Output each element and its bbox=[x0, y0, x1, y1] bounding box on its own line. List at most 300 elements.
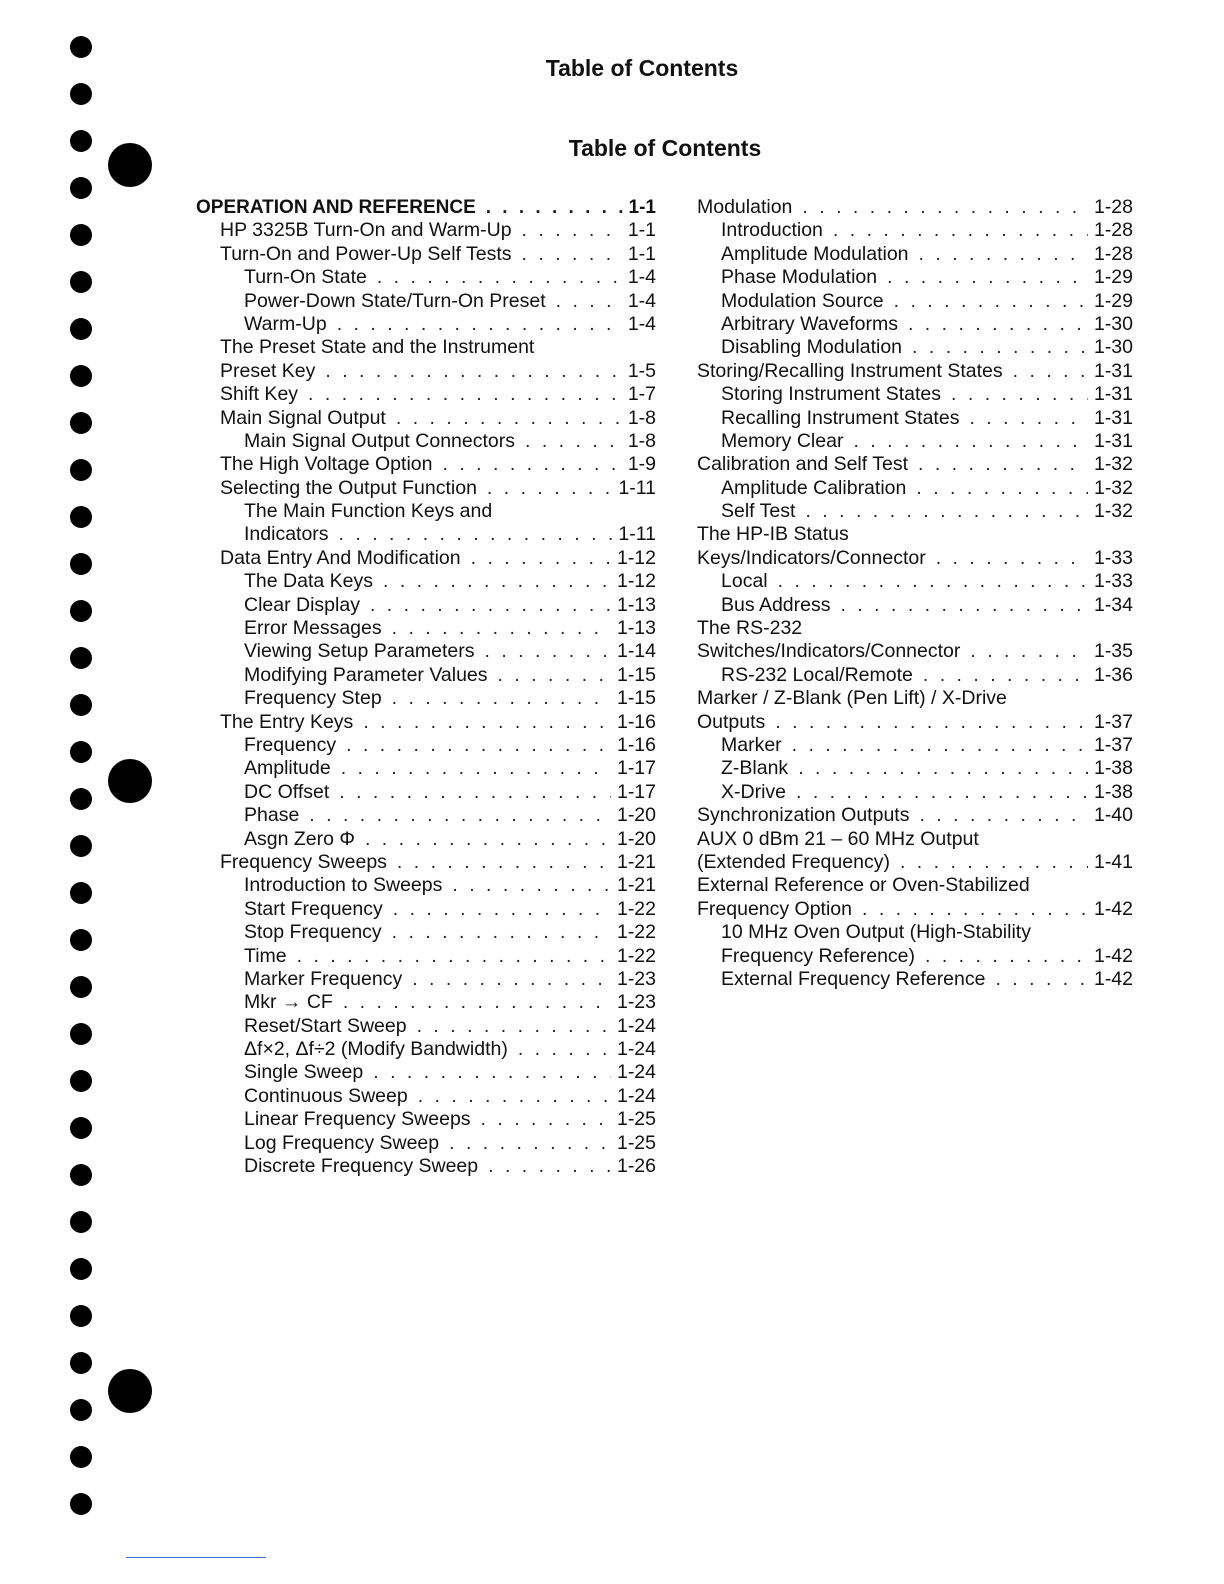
toc-entry[interactable] bbox=[196, 1155, 656, 1178]
toc-entry-page: 1-31 bbox=[1093, 383, 1133, 406]
toc-leader-dots bbox=[481, 1108, 611, 1131]
toc-entry-page: 1-24 bbox=[616, 1061, 656, 1084]
toc-entry-page: 1-4 bbox=[627, 266, 656, 289]
toc-leader-dots bbox=[1013, 360, 1088, 383]
binder-hole bbox=[70, 506, 92, 528]
toc-entry-page: 1-38 bbox=[1093, 757, 1133, 780]
section-title: Table of Contents bbox=[568, 135, 762, 161]
toc-leader-dots bbox=[325, 360, 621, 383]
toc-entry-page: 1-22 bbox=[616, 921, 656, 944]
toc-entry-title: Introduction bbox=[721, 219, 823, 242]
toc-entry-page: 1-8 bbox=[627, 406, 656, 429]
toc-leader-dots bbox=[556, 290, 622, 313]
toc-leader-dots bbox=[498, 664, 611, 687]
toc-entry-page: 1-31 bbox=[1093, 406, 1133, 429]
binder-hole bbox=[70, 647, 92, 669]
binder-hole bbox=[70, 882, 92, 904]
toc-entry-title: The RS-232 bbox=[697, 617, 803, 640]
binder-hole bbox=[70, 741, 92, 763]
toc-leader-dots bbox=[919, 243, 1088, 266]
toc-leader-dots bbox=[343, 991, 611, 1014]
toc-entry-title: The HP-IB Status bbox=[697, 523, 849, 546]
toc-entry[interactable] bbox=[196, 781, 656, 804]
toc-entry[interactable] bbox=[196, 594, 656, 617]
toc-entry[interactable] bbox=[196, 430, 656, 453]
binder-hole bbox=[70, 1211, 92, 1233]
toc-entry[interactable] bbox=[697, 687, 1133, 710]
toc-entry-page: 1-32 bbox=[1093, 500, 1133, 523]
toc-entry[interactable] bbox=[697, 313, 1133, 336]
toc-entry-title: External Reference or Oven-Stabilized bbox=[697, 874, 1030, 897]
toc-leader-dots bbox=[805, 500, 1088, 523]
toc-leader-dots bbox=[488, 1155, 611, 1178]
toc-entry[interactable] bbox=[196, 266, 656, 289]
toc-entry-title: Arbitrary Waveforms bbox=[721, 312, 898, 335]
toc-entry-page: 1-24 bbox=[616, 1038, 656, 1061]
toc-entry-page: 1-30 bbox=[1093, 312, 1133, 335]
toc-entry-title: HP 3325B Turn-On and Warm-Up bbox=[220, 219, 512, 242]
toc-leader-dots bbox=[775, 711, 1088, 734]
toc-entry[interactable] bbox=[196, 1085, 656, 1108]
toc-entry-title: Phase bbox=[244, 804, 300, 827]
toc-leader-dots bbox=[916, 477, 1088, 500]
toc-entry[interactable] bbox=[196, 1132, 656, 1155]
toc-leader-dots bbox=[969, 407, 1088, 430]
binder-hole bbox=[70, 835, 92, 857]
toc-leader-dots bbox=[383, 570, 611, 593]
toc-leader-dots bbox=[396, 407, 622, 430]
toc-entry[interactable] bbox=[697, 336, 1133, 359]
toc-entry-page: 1-16 bbox=[616, 733, 656, 756]
toc-entry-title: Local bbox=[721, 570, 768, 593]
toc-entry-page: 1-36 bbox=[1093, 663, 1133, 686]
toc-entry-page: 1-7 bbox=[627, 383, 656, 406]
toc-leader-dots bbox=[363, 711, 611, 734]
toc-entry-title: Continuous Sweep bbox=[244, 1084, 408, 1107]
toc-leader-dots bbox=[951, 383, 1088, 406]
binder-hole bbox=[70, 600, 92, 622]
toc-entry-title: DC Offset bbox=[244, 780, 330, 803]
toc-entry-title: RS-232 Local/Remote bbox=[721, 663, 913, 686]
toc-leader-dots bbox=[373, 1061, 611, 1084]
toc-entry-title: OPERATION AND REFERENCE bbox=[196, 197, 476, 218]
toc-entry-title: Frequency Sweeps bbox=[220, 850, 387, 873]
toc-leader-dots bbox=[418, 1085, 611, 1108]
page-header-title: Table of Contents bbox=[545, 55, 739, 81]
binder-hole bbox=[70, 1117, 92, 1139]
toc-entry-page: 1-32 bbox=[1093, 453, 1133, 476]
toc-entry[interactable] bbox=[697, 945, 1133, 968]
toc-entry-page: 1-42 bbox=[1093, 897, 1133, 920]
toc-entry-page: 1-29 bbox=[1093, 266, 1133, 289]
toc-entry[interactable] bbox=[196, 968, 656, 991]
toc-entry-page: 1-13 bbox=[616, 617, 656, 640]
toc-entry-page: 1-21 bbox=[616, 874, 656, 897]
toc-entry-page: 1-11 bbox=[618, 476, 656, 499]
toc-entry-page: 1-33 bbox=[1093, 570, 1133, 593]
toc-entry-page: 1-4 bbox=[627, 312, 656, 335]
toc-entry[interactable] bbox=[196, 757, 656, 780]
toc-entry-title: The Main Function Keys and bbox=[244, 500, 493, 523]
toc-leader-dots bbox=[887, 266, 1088, 289]
toc-entry-title: Recalling Instrument States bbox=[721, 406, 960, 429]
toc-entry-title: Turn-On and Power-Up Self Tests bbox=[220, 242, 512, 265]
toc-entry-page: 1-9 bbox=[627, 453, 656, 476]
toc-entry-title: Switches/Indicators/Connector bbox=[697, 640, 961, 663]
toc-entry-page: 1-21 bbox=[616, 850, 656, 873]
binder-hole bbox=[70, 1070, 92, 1092]
binder-hole bbox=[70, 788, 92, 810]
toc-entry[interactable] bbox=[196, 921, 656, 944]
toc-leader-dots bbox=[377, 266, 622, 289]
toc-entry[interactable] bbox=[697, 734, 1133, 757]
binder-hole bbox=[70, 83, 92, 105]
toc-entry-title: Disabling Modulation bbox=[721, 336, 903, 359]
toc-entry[interactable] bbox=[196, 711, 656, 734]
toc-entry[interactable] bbox=[196, 313, 656, 336]
toc-entry-title: Turn-On State bbox=[244, 266, 367, 289]
toc-entry[interactable] bbox=[697, 196, 1133, 219]
toc-entry[interactable] bbox=[697, 664, 1133, 687]
toc-entry[interactable] bbox=[196, 1108, 656, 1131]
toc-entry-title: Indicators bbox=[244, 523, 329, 546]
toc-entry[interactable] bbox=[697, 407, 1133, 430]
toc-entry[interactable] bbox=[697, 547, 1133, 570]
toc-entry-title: Mkr → CF bbox=[244, 991, 333, 1014]
toc-entry[interactable] bbox=[196, 407, 656, 430]
toc-entry-title: Time bbox=[244, 944, 287, 967]
toc-leader-dots bbox=[485, 640, 611, 663]
toc-entry-page: 1-1 bbox=[627, 242, 656, 265]
toc-entry-page: 1-22 bbox=[616, 944, 656, 967]
toc-entry-title: Δf×2, Δf÷2 (Modify Bandwidth) bbox=[244, 1038, 508, 1061]
toc-entry[interactable] bbox=[697, 453, 1133, 476]
binder-hole bbox=[70, 459, 92, 481]
toc-entry-page: 1-12 bbox=[616, 546, 656, 569]
toc-entry[interactable] bbox=[196, 734, 656, 757]
toc-leader-dots bbox=[862, 898, 1088, 921]
toc-entry-title: Frequency bbox=[244, 733, 337, 756]
toc-entry[interactable] bbox=[196, 945, 656, 968]
toc-entry[interactable] bbox=[196, 243, 656, 266]
toc-entry-page: 1-28 bbox=[1093, 242, 1133, 265]
toc-leader-dots bbox=[840, 594, 1087, 617]
toc-entry-title: Power-Down State/Turn-On Preset bbox=[244, 289, 546, 312]
toc-leader-dots bbox=[365, 828, 611, 851]
toc-entry[interactable] bbox=[196, 617, 656, 640]
toc-entry[interactable] bbox=[196, 523, 656, 546]
toc-leader-dots bbox=[393, 898, 611, 921]
toc-entry[interactable] bbox=[697, 851, 1133, 874]
toc-right-column bbox=[697, 196, 1133, 991]
toc-leader-dots bbox=[392, 687, 611, 710]
binder-hole bbox=[70, 929, 92, 951]
toc-entry[interactable] bbox=[196, 1038, 656, 1061]
toc-entry[interactable] bbox=[196, 804, 656, 827]
toc-entry-title: Viewing Setup Parameters bbox=[244, 640, 475, 663]
toc-leader-dots bbox=[792, 734, 1088, 757]
toc-entry[interactable] bbox=[697, 523, 1133, 546]
toc-entry-title: External Frequency Reference bbox=[721, 967, 986, 990]
toc-entry[interactable] bbox=[697, 804, 1133, 827]
toc-leader-dots bbox=[833, 219, 1088, 242]
toc-entry[interactable] bbox=[697, 477, 1133, 500]
toc-entry[interactable] bbox=[196, 570, 656, 593]
toc-leader-dots bbox=[970, 640, 1088, 663]
toc-entry-title: Z-Blank bbox=[721, 757, 789, 780]
binder-hole bbox=[70, 1305, 92, 1327]
toc-entry-title: The Preset State and the Instrument bbox=[220, 336, 535, 359]
toc-entry[interactable] bbox=[196, 360, 656, 383]
toc-entry-title: Introduction to Sweeps bbox=[244, 874, 443, 897]
toc-entry-title: 10 MHz Oven Output (High-Stability bbox=[721, 921, 1031, 944]
toc-entry-page: 1-16 bbox=[616, 710, 656, 733]
toc-entry-page: 1-22 bbox=[616, 897, 656, 920]
toc-entry-page: 1-25 bbox=[616, 1108, 656, 1131]
toc-entry-title: Bus Address bbox=[721, 593, 831, 616]
toc-entry-title: Marker / Z-Blank (Pen Lift) / X-Drive bbox=[697, 687, 1007, 710]
toc-entry[interactable] bbox=[697, 617, 1133, 640]
toc-entry-title: Start Frequency bbox=[244, 897, 383, 920]
toc-leader-dots bbox=[417, 1015, 611, 1038]
toc-entry[interactable] bbox=[196, 196, 656, 219]
binder-hole bbox=[70, 177, 92, 199]
binder-hole bbox=[70, 224, 92, 246]
toc-entry[interactable] bbox=[697, 711, 1133, 734]
toc-entry-page: 1-34 bbox=[1093, 593, 1133, 616]
toc-entry-title: Error Messages bbox=[244, 617, 382, 640]
toc-entry[interactable] bbox=[697, 290, 1133, 313]
binder-hole bbox=[70, 976, 92, 998]
toc-entry[interactable] bbox=[697, 968, 1133, 991]
toc-entry-title: Synchronization Outputs bbox=[697, 804, 910, 827]
toc-entry[interactable] bbox=[196, 874, 656, 897]
toc-entry-page: 1-41 bbox=[1093, 850, 1133, 873]
binder-hole bbox=[70, 318, 92, 340]
toc-entry-title: Main Signal Output bbox=[220, 406, 386, 429]
toc-entry-page: 1-29 bbox=[1093, 289, 1133, 312]
toc-leader-dots bbox=[518, 1038, 611, 1061]
toc-entry-title: Clear Display bbox=[244, 593, 360, 616]
toc-entry-title: Outputs bbox=[697, 710, 766, 733]
toc-entry-page: 1-42 bbox=[1093, 967, 1133, 990]
toc-entry[interactable] bbox=[196, 290, 656, 313]
toc-entry[interactable] bbox=[196, 664, 656, 687]
toc-entry-page: 1-37 bbox=[1093, 710, 1133, 733]
binder-hole bbox=[70, 1023, 92, 1045]
toc-leader-dots bbox=[449, 1132, 611, 1155]
toc-entry-title: Shift Key bbox=[220, 383, 299, 406]
toc-leader-dots bbox=[802, 196, 1088, 219]
toc-entry-page: 1-17 bbox=[616, 780, 656, 803]
toc-entry[interactable] bbox=[697, 383, 1133, 406]
toc-entry-title: (Extended Frequency) bbox=[697, 850, 890, 873]
binder-hole bbox=[70, 1258, 92, 1280]
footer-rule bbox=[126, 1557, 266, 1558]
toc-leader-dots bbox=[337, 313, 622, 336]
toc-entry-title: Amplitude bbox=[244, 757, 331, 780]
toc-entry-page: 1-30 bbox=[1093, 336, 1133, 359]
toc-leader-dots bbox=[339, 781, 611, 804]
toc-left-column bbox=[196, 196, 656, 1178]
toc-leader-dots bbox=[309, 804, 611, 827]
toc-entry[interactable] bbox=[697, 640, 1133, 663]
toc-leader-dots bbox=[995, 968, 1088, 991]
toc-entry-page: 1-31 bbox=[1093, 429, 1133, 452]
toc-entry-title: AUX 0 dBm 21 – 60 MHz Output bbox=[697, 827, 979, 850]
toc-leader-dots bbox=[919, 804, 1088, 827]
binder-hole bbox=[70, 271, 92, 293]
toc-entry[interactable] bbox=[196, 991, 656, 1014]
toc-entry[interactable] bbox=[196, 1015, 656, 1038]
binder-hole bbox=[70, 694, 92, 716]
toc-entry[interactable] bbox=[196, 1061, 656, 1084]
toc-entry-title: Frequency Option bbox=[697, 897, 853, 920]
toc-leader-dots bbox=[908, 313, 1088, 336]
binder-hole-large bbox=[108, 759, 152, 803]
toc-entry-page: 1-4 bbox=[627, 289, 656, 312]
toc-entry-title: Amplitude Modulation bbox=[721, 242, 909, 265]
toc-entry-title: Data Entry And Modification bbox=[220, 546, 461, 569]
toc-entry[interactable] bbox=[697, 243, 1133, 266]
toc-entry-title: Frequency Reference) bbox=[721, 944, 916, 967]
binder-hole bbox=[70, 1493, 92, 1515]
toc-leader-dots bbox=[486, 196, 623, 219]
toc-entry-page: 1-14 bbox=[616, 640, 656, 663]
toc-entry[interactable] bbox=[196, 383, 656, 406]
toc-entry-page: 1-26 bbox=[616, 1155, 656, 1178]
toc-entry-page: 1-33 bbox=[1093, 546, 1133, 569]
toc-entry-page: 1-40 bbox=[1093, 804, 1133, 827]
toc-entry[interactable] bbox=[697, 757, 1133, 780]
toc-entry-page: 1-28 bbox=[1093, 219, 1133, 242]
toc-entry-title: Discrete Frequency Sweep bbox=[244, 1155, 479, 1178]
toc-leader-dots bbox=[798, 757, 1088, 780]
toc-entry-title: Self Test bbox=[721, 500, 796, 523]
toc-entry[interactable] bbox=[196, 640, 656, 663]
toc-leader-dots bbox=[412, 968, 611, 991]
toc-entry[interactable] bbox=[697, 828, 1133, 851]
toc-leader-dots bbox=[471, 547, 611, 570]
toc-entry[interactable] bbox=[196, 851, 656, 874]
toc-entry-page: 1-13 bbox=[616, 593, 656, 616]
toc-entry-title: Preset Key bbox=[220, 359, 316, 382]
toc-entry[interactable] bbox=[196, 336, 656, 359]
toc-entry-page: 1-25 bbox=[616, 1131, 656, 1154]
toc-entry-page: 1-17 bbox=[616, 757, 656, 780]
binder-hole bbox=[70, 412, 92, 434]
toc-entry[interactable] bbox=[697, 594, 1133, 617]
toc-entry-page: 1-20 bbox=[616, 804, 656, 827]
toc-entry-page: 1-23 bbox=[616, 991, 656, 1014]
toc-entry-title: The Entry Keys bbox=[220, 710, 354, 733]
toc-entry-page: 1-28 bbox=[1093, 196, 1133, 218]
toc-leader-dots bbox=[339, 523, 613, 546]
toc-entry[interactable] bbox=[697, 874, 1133, 897]
toc-leader-dots bbox=[452, 874, 611, 897]
toc-entry-title: Stop Frequency bbox=[244, 921, 382, 944]
toc-leader-dots bbox=[796, 781, 1088, 804]
toc-leader-dots bbox=[341, 757, 611, 780]
toc-entry-title: Modifying Parameter Values bbox=[244, 663, 488, 686]
toc-leader-dots bbox=[392, 617, 611, 640]
toc-entry[interactable] bbox=[697, 266, 1133, 289]
toc-leader-dots bbox=[894, 290, 1088, 313]
toc-entry[interactable] bbox=[196, 828, 656, 851]
toc-entry-title: Frequency Step bbox=[244, 687, 382, 710]
toc-entry-page: 1-5 bbox=[627, 359, 656, 382]
toc-entry-page: 1-23 bbox=[616, 967, 656, 990]
toc-entry[interactable] bbox=[697, 781, 1133, 804]
toc-entry-title: Asgn Zero Φ bbox=[244, 827, 355, 850]
toc-entry-page: 1-20 bbox=[616, 827, 656, 850]
toc-entry-page: 1-12 bbox=[616, 570, 656, 593]
toc-entry[interactable] bbox=[196, 500, 656, 523]
toc-leader-dots bbox=[525, 430, 622, 453]
toc-entry-title: Log Frequency Sweep bbox=[244, 1131, 440, 1154]
toc-entry[interactable] bbox=[697, 570, 1133, 593]
toc-entry-page: 1-11 bbox=[618, 523, 656, 546]
toc-entry[interactable] bbox=[196, 547, 656, 570]
toc-entry[interactable] bbox=[196, 453, 656, 476]
toc-leader-dots bbox=[297, 945, 611, 968]
toc-entry-page: 1-15 bbox=[616, 663, 656, 686]
toc-entry-title: Single Sweep bbox=[244, 1061, 364, 1084]
toc-entry[interactable] bbox=[196, 687, 656, 710]
toc-entry-page: 1-31 bbox=[1093, 359, 1133, 382]
toc-entry[interactable] bbox=[697, 430, 1133, 453]
toc-entry[interactable] bbox=[697, 500, 1133, 523]
binder-hole bbox=[70, 1446, 92, 1468]
toc-entry-title: Marker Frequency bbox=[244, 967, 403, 990]
toc-entry-title: The High Voltage Option bbox=[220, 453, 433, 476]
toc-entry[interactable] bbox=[196, 477, 656, 500]
toc-entry[interactable] bbox=[697, 360, 1133, 383]
toc-leader-dots bbox=[308, 383, 622, 406]
toc-leader-dots bbox=[778, 570, 1088, 593]
binder-hole bbox=[70, 1352, 92, 1374]
toc-entry-title: Warm-Up bbox=[244, 312, 327, 335]
toc-entry[interactable] bbox=[697, 219, 1133, 242]
binder-hole bbox=[70, 1164, 92, 1186]
toc-entry-title: The Data Keys bbox=[244, 570, 373, 593]
toc-entry-title: Reset/Start Sweep bbox=[244, 1014, 407, 1037]
binder-hole bbox=[70, 1399, 92, 1421]
toc-entry[interactable] bbox=[697, 898, 1133, 921]
toc-entry[interactable] bbox=[196, 898, 656, 921]
toc-entry-title: Linear Frequency Sweeps bbox=[244, 1108, 471, 1131]
toc-entry-title: Modulation bbox=[697, 196, 793, 218]
binder-hole bbox=[70, 365, 92, 387]
toc-entry-page: 1-15 bbox=[616, 687, 656, 710]
toc-entry-title: Memory Clear bbox=[721, 429, 844, 452]
toc-entry[interactable] bbox=[196, 219, 656, 242]
toc-leader-dots bbox=[397, 851, 611, 874]
toc-entry[interactable] bbox=[697, 921, 1133, 944]
toc-entry-title: Storing/Recalling Instrument States bbox=[697, 359, 1003, 382]
toc-entry-page: 1-38 bbox=[1093, 780, 1133, 803]
binder-hole-large bbox=[108, 1369, 152, 1413]
toc-leader-dots bbox=[912, 336, 1088, 359]
toc-entry-page: 1-42 bbox=[1093, 944, 1133, 967]
toc-entry-title: Modulation Source bbox=[721, 289, 884, 312]
toc-entry-title: Selecting the Output Function bbox=[220, 476, 477, 499]
toc-leader-dots bbox=[853, 430, 1088, 453]
toc-entry-title: Keys/Indicators/Connector bbox=[697, 546, 926, 569]
toc-leader-dots bbox=[370, 594, 611, 617]
toc-leader-dots bbox=[900, 851, 1088, 874]
toc-leader-dots bbox=[392, 921, 611, 944]
